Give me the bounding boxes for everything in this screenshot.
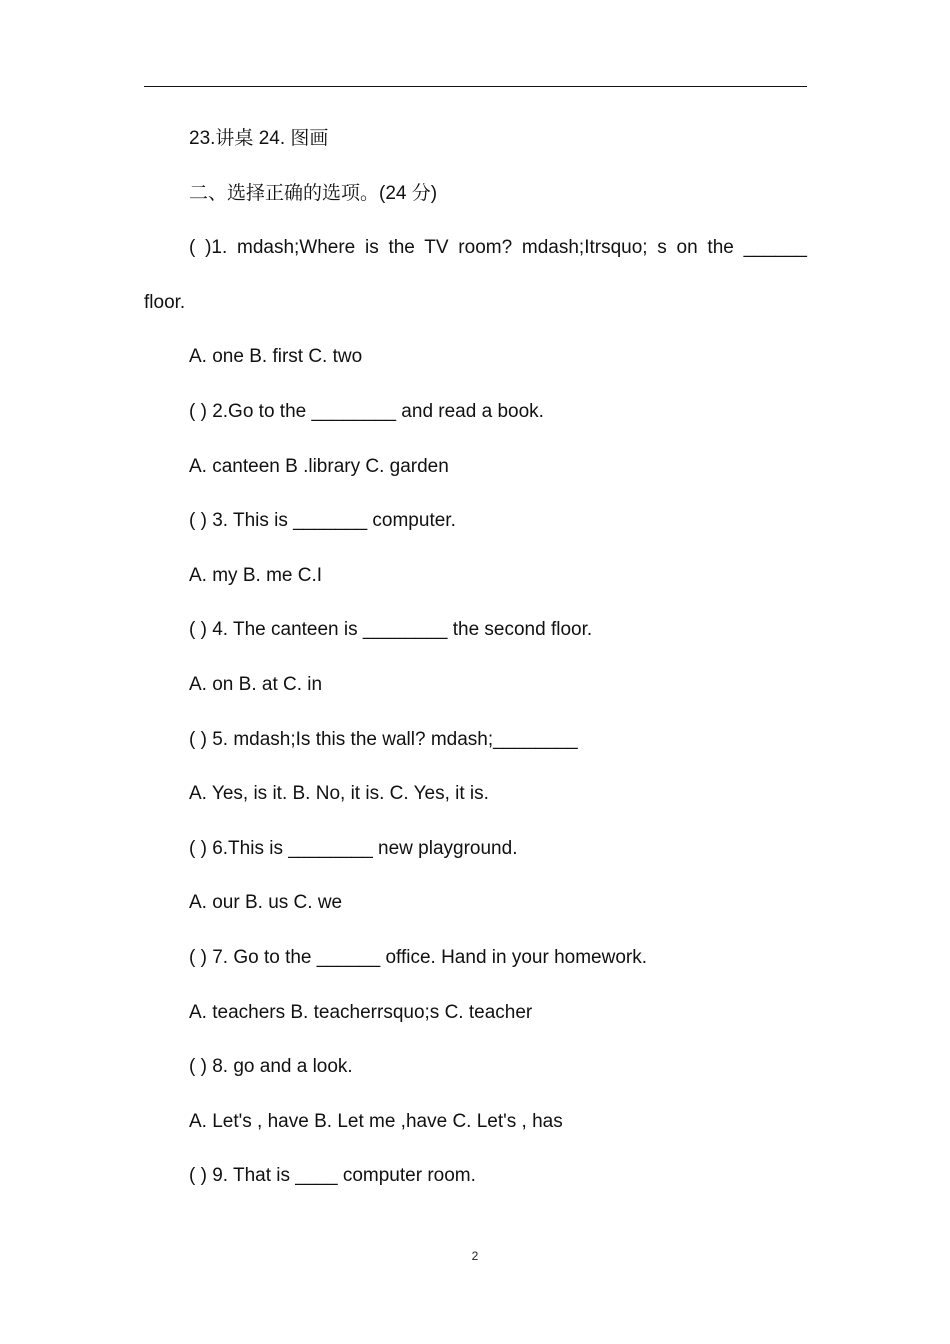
question-1-continued: floor. (144, 291, 186, 313)
page-number: 2 (471, 1249, 479, 1263)
question-8-options: A. Let's , have B. Let me ,have C. Let's , has (189, 1110, 563, 1132)
question-2-options: A. canteen B .library C. garden (189, 455, 449, 477)
question-7-options: A. teachers B. teacherrsquo;s C. teacher (189, 1001, 533, 1023)
question-2: ( ) 2.Go to the ________ and read a book. (189, 400, 544, 422)
question-1: ( )1. mdash;Where is the TV room? mdash;Itrsquo; s on the ______ (189, 237, 807, 259)
question-9: ( ) 9. That is ____ computer room. (189, 1165, 476, 1187)
question-3: ( ) 3. This is _______ computer. (189, 510, 456, 532)
question-3-options: A. my B. me C.I (189, 564, 323, 586)
question-5: ( ) 5. mdash;Is this the wall? mdash;________ (189, 728, 578, 750)
document-body (144, 112, 807, 1204)
question-5-options: A. Yes, is it. B. No, it is. C. Yes, it is. (189, 783, 489, 805)
section-heading: 二、选择正确的选项。(24 分) (189, 182, 438, 204)
question-6: ( ) 6.This is ________ new playground. (189, 837, 518, 859)
vocab-line-23-24: 23.讲桌 24. 图画 (189, 128, 329, 149)
question-4-options: A. on B. at C. in (189, 673, 323, 695)
question-4: ( ) 4. The canteen is ________ the second floor. (189, 619, 593, 641)
header-rule (144, 86, 807, 87)
question-8: ( ) 8. go and a look. (189, 1056, 353, 1078)
question-7: ( ) 7. Go to the ______ office. Hand in your homework. (189, 946, 648, 968)
question-1-options: A. one B. first C. two (189, 346, 363, 368)
question-6-options: A. our B. us C. we (189, 892, 343, 914)
